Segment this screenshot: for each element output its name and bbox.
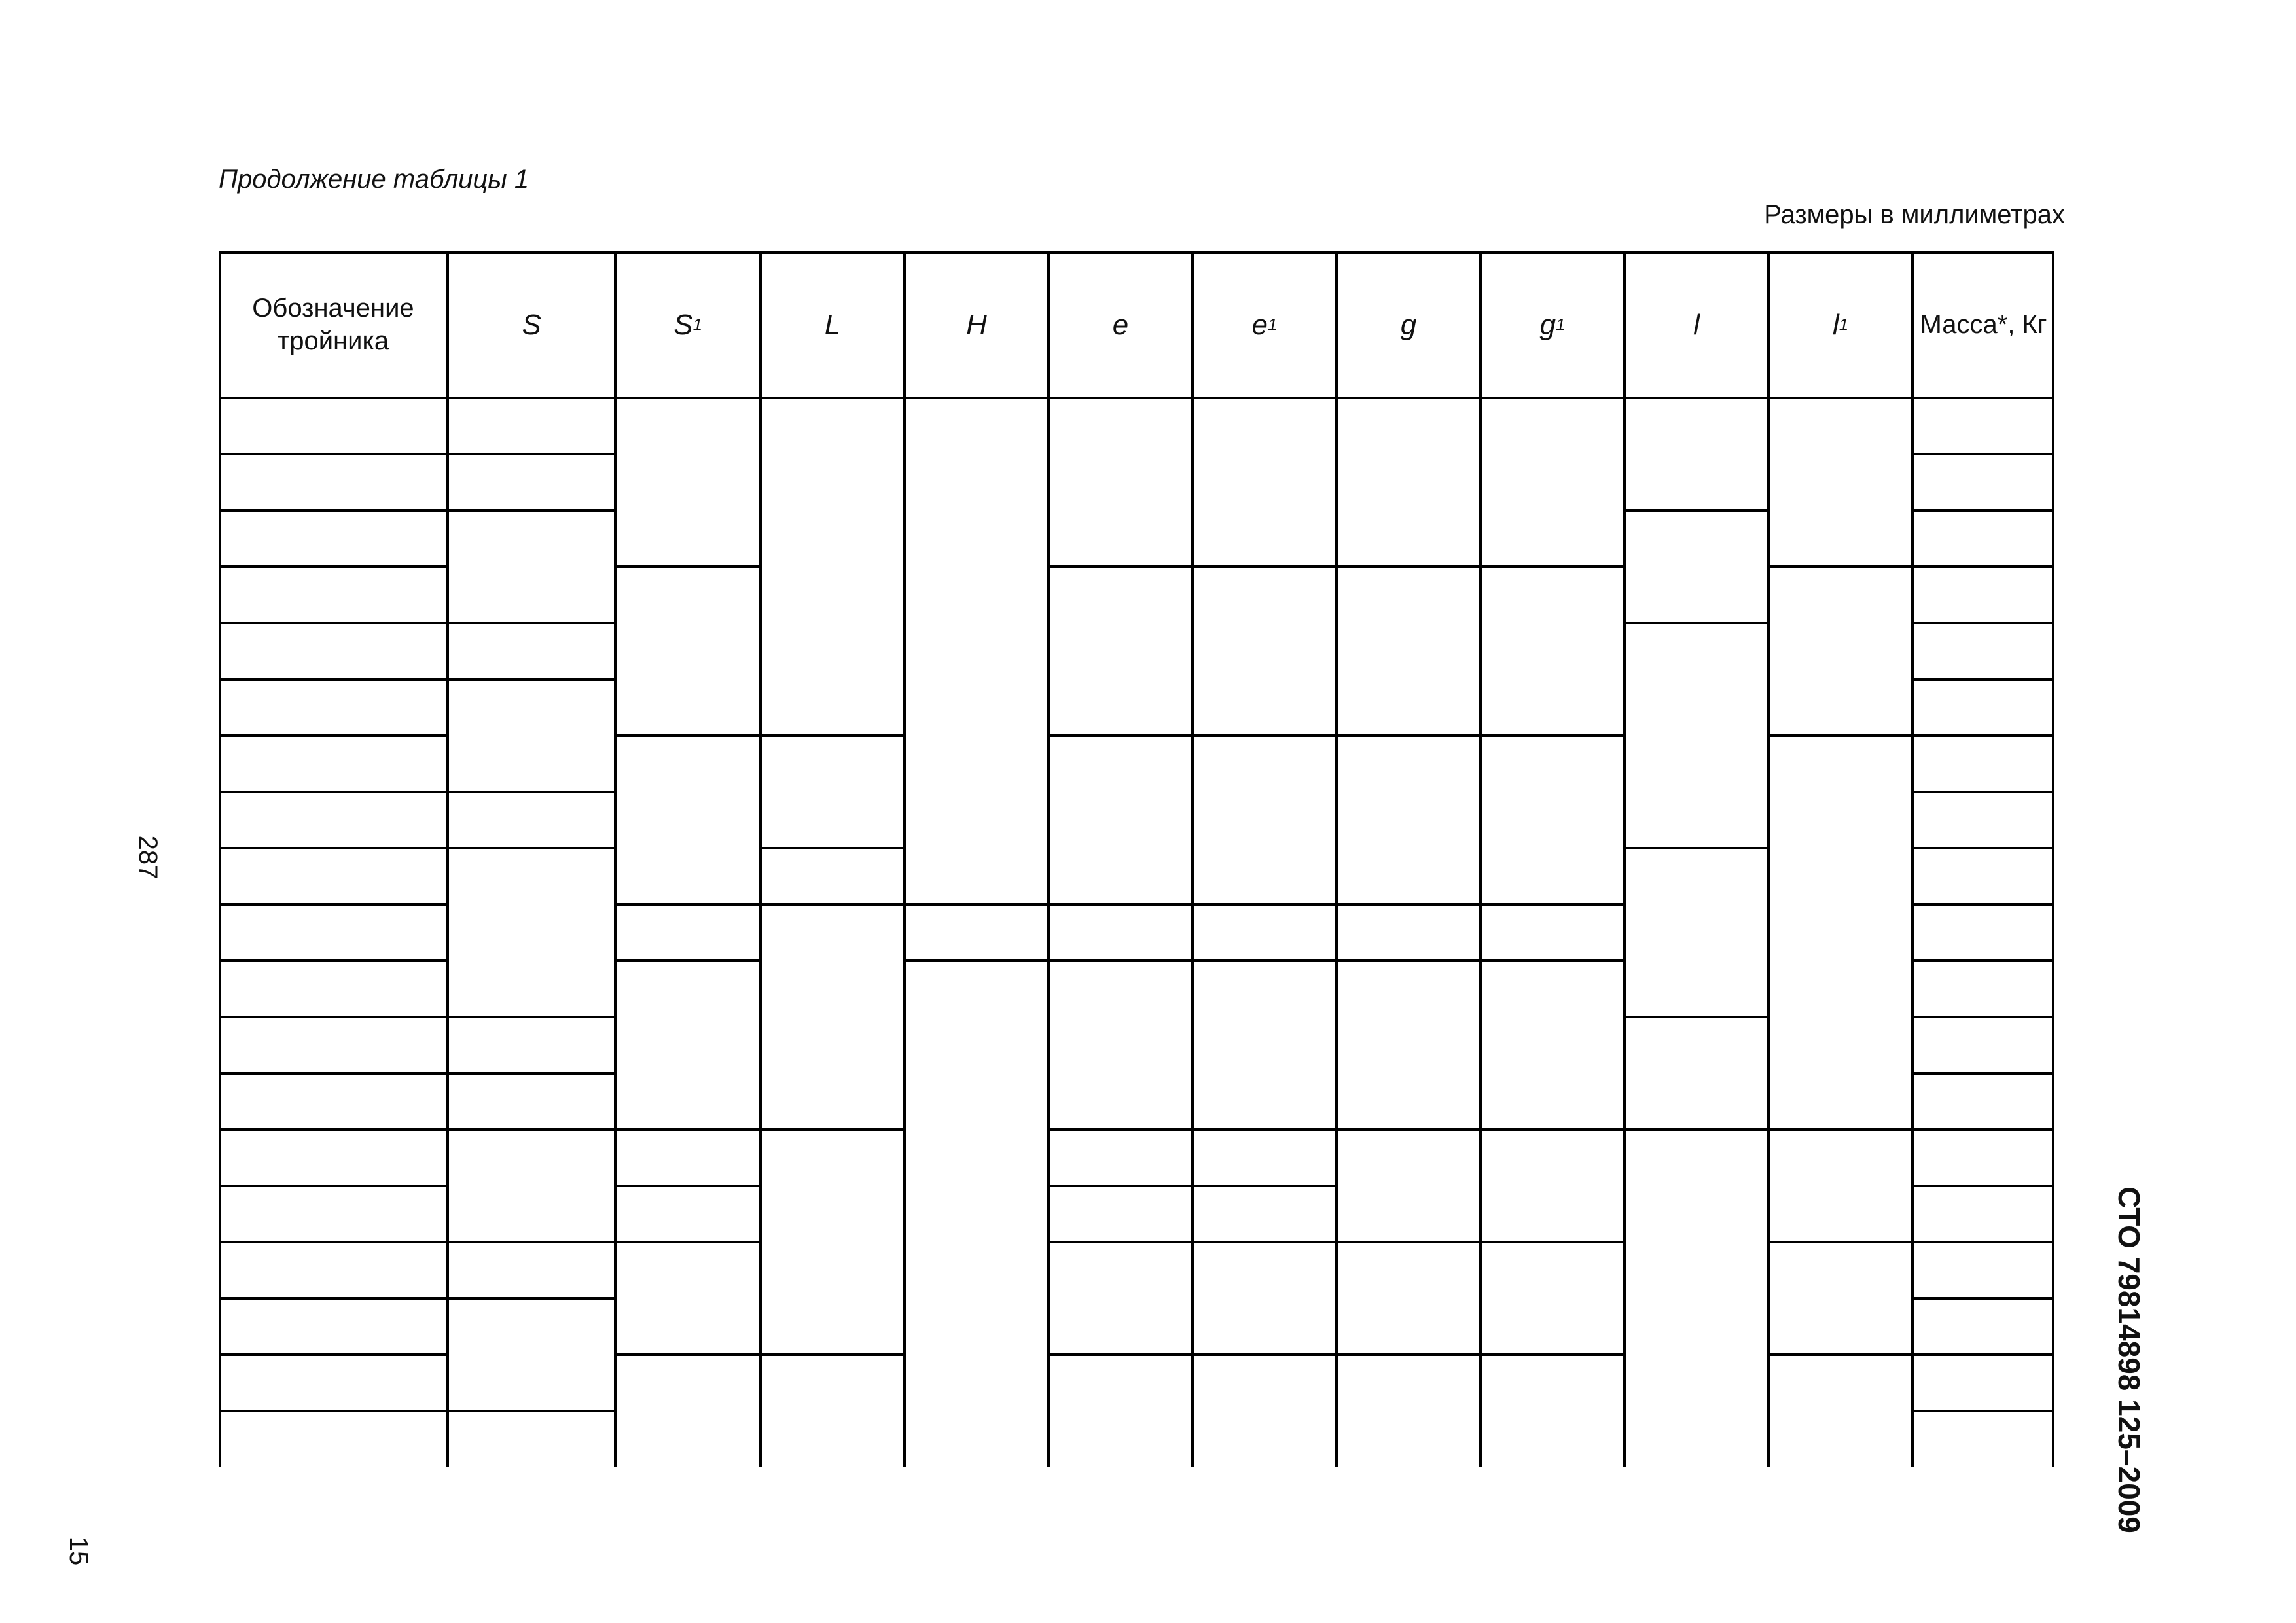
page-number-bottom: 15 bbox=[64, 1536, 94, 1566]
table-cell bbox=[1193, 398, 1336, 567]
table-cell bbox=[1912, 736, 2054, 792]
table-cell bbox=[1912, 1130, 2054, 1186]
header-cell bbox=[615, 251, 761, 398]
table-cell bbox=[448, 398, 615, 454]
table-cell bbox=[615, 904, 761, 961]
table-cell bbox=[1768, 1130, 1912, 1242]
table-cell bbox=[219, 1186, 448, 1242]
header-subscript: 1 bbox=[1556, 314, 1566, 334]
table-cell bbox=[448, 1017, 615, 1073]
table-cell bbox=[1193, 1186, 1336, 1242]
table-cell bbox=[1912, 567, 2054, 623]
units-note: Размеры в миллиметрах bbox=[1764, 200, 2065, 229]
header-label: l bbox=[1832, 308, 1839, 341]
table-cell bbox=[219, 1130, 448, 1186]
table-cell bbox=[1336, 1242, 1480, 1355]
table-cell bbox=[615, 1186, 761, 1242]
header-subscript: 1 bbox=[1839, 314, 1849, 334]
table-cell bbox=[761, 1355, 905, 1467]
table-cell bbox=[1193, 961, 1336, 1130]
header-cell bbox=[761, 251, 905, 398]
table-cell bbox=[1049, 1186, 1193, 1242]
table-cell bbox=[1049, 1355, 1193, 1467]
row-border bbox=[1624, 1128, 1768, 1131]
table-cell bbox=[1336, 1355, 1480, 1467]
table-cell bbox=[1336, 567, 1480, 736]
table-cell bbox=[1336, 904, 1480, 961]
table-cell bbox=[1480, 398, 1624, 567]
table-cell bbox=[615, 1242, 761, 1355]
table-cell bbox=[615, 567, 761, 736]
table-cell bbox=[448, 848, 615, 1017]
table-cell bbox=[1624, 623, 1768, 848]
header-cell bbox=[219, 251, 448, 398]
table-cell bbox=[1912, 904, 2054, 961]
table-cell bbox=[1912, 1186, 2054, 1242]
standard-code: СТО 79814898 125–2009 bbox=[2112, 1186, 2146, 1533]
header-cell bbox=[1336, 251, 1480, 398]
table-cell bbox=[1193, 904, 1336, 961]
table-cell bbox=[1912, 1298, 2054, 1355]
table-cell bbox=[219, 904, 448, 961]
table-cell bbox=[219, 1073, 448, 1130]
table-cell bbox=[1624, 1244, 1768, 1296]
tee-dimensions-table bbox=[219, 251, 2054, 1472]
table-caption: Продолжение таблицы 1 bbox=[219, 165, 529, 194]
table-cell bbox=[219, 1411, 448, 1467]
table-cell bbox=[1049, 904, 1193, 961]
table-cell bbox=[219, 510, 448, 567]
table-cell bbox=[761, 398, 905, 736]
table-cell bbox=[448, 454, 615, 510]
table-cell bbox=[761, 736, 905, 848]
table-cell bbox=[1336, 398, 1480, 567]
header-cell bbox=[1768, 251, 1912, 398]
header-cell bbox=[1912, 251, 2054, 398]
header-cell bbox=[1049, 251, 1193, 398]
table-cell bbox=[219, 1298, 448, 1355]
table-cell bbox=[1768, 567, 1912, 736]
table-top-border bbox=[219, 251, 2054, 254]
table-cell bbox=[1912, 1411, 2054, 1467]
table-cell bbox=[1336, 1130, 1480, 1242]
table-cell bbox=[761, 848, 905, 904]
table-cell bbox=[219, 1017, 448, 1073]
table-cell bbox=[1193, 1355, 1336, 1467]
table-cell bbox=[1912, 679, 2054, 736]
table-cell bbox=[615, 961, 761, 1130]
table-cell bbox=[1912, 792, 2054, 848]
table-cell bbox=[1624, 848, 1768, 1017]
table-cell bbox=[1624, 398, 1768, 510]
row-border bbox=[905, 959, 1049, 962]
table-cell bbox=[761, 1130, 905, 1355]
table-cell bbox=[448, 1298, 615, 1411]
header-label: e bbox=[1112, 308, 1129, 341]
table-cell bbox=[1768, 1355, 1912, 1467]
table-cell bbox=[219, 567, 448, 623]
table-cell bbox=[615, 1130, 761, 1186]
table-cell bbox=[1912, 1242, 2054, 1298]
header-label: H bbox=[966, 308, 987, 341]
table-cell bbox=[1768, 398, 1912, 567]
table-cell bbox=[1912, 510, 2054, 567]
header-cell bbox=[448, 251, 615, 398]
table-cell bbox=[219, 736, 448, 792]
table-cell bbox=[219, 961, 448, 1017]
table-cell bbox=[1049, 736, 1193, 904]
header-label: L bbox=[824, 308, 841, 341]
table-cell bbox=[219, 679, 448, 736]
header-label: g bbox=[1539, 308, 1556, 341]
header-subscript: 1 bbox=[1268, 314, 1278, 334]
header-cell bbox=[1193, 251, 1336, 398]
table-cell bbox=[219, 1242, 448, 1298]
table-cell bbox=[1336, 736, 1480, 904]
table-cell bbox=[1480, 961, 1624, 1130]
table-cell bbox=[1480, 1355, 1624, 1467]
header-label: l bbox=[1693, 308, 1700, 341]
table-cell bbox=[448, 1242, 615, 1298]
header-label: S bbox=[522, 308, 541, 341]
table-cell bbox=[1480, 904, 1624, 961]
table-cell bbox=[1480, 1242, 1624, 1355]
header-cell bbox=[905, 251, 1049, 398]
table-cell bbox=[1049, 1130, 1193, 1186]
header-cell bbox=[1480, 251, 1624, 398]
table-cell bbox=[219, 454, 448, 510]
table-cell bbox=[1912, 623, 2054, 679]
header-label: Обозначение тройника bbox=[252, 294, 414, 355]
table-cell bbox=[1624, 510, 1768, 623]
header-label: Масса*, Кг bbox=[1920, 310, 2047, 339]
table-cell bbox=[219, 623, 448, 679]
table-cell bbox=[1049, 398, 1193, 567]
header-cell bbox=[1624, 251, 1768, 398]
table-cell bbox=[448, 679, 615, 792]
table-cell bbox=[219, 398, 448, 454]
table-cell bbox=[1912, 1073, 2054, 1130]
table-cell bbox=[1480, 1130, 1624, 1242]
table-cell bbox=[1912, 961, 2054, 1017]
table-cell bbox=[1912, 1355, 2054, 1411]
table-cell bbox=[219, 1355, 448, 1411]
table-cell bbox=[1480, 736, 1624, 904]
table-cell bbox=[1049, 1242, 1193, 1355]
table-cell bbox=[219, 848, 448, 904]
table-cell bbox=[1624, 1017, 1768, 1130]
table-cell bbox=[1768, 1242, 1912, 1355]
table-cell bbox=[448, 1411, 615, 1467]
table-cell bbox=[1912, 848, 2054, 904]
table-cell bbox=[615, 1355, 761, 1467]
table-cell bbox=[905, 398, 1049, 904]
header-subscript: 1 bbox=[692, 314, 702, 334]
table-cell bbox=[1193, 567, 1336, 736]
table-cell bbox=[1193, 1242, 1336, 1355]
table-cell bbox=[1480, 567, 1624, 736]
table-cell bbox=[448, 510, 615, 623]
table-cell bbox=[761, 904, 905, 1130]
table-cell bbox=[448, 623, 615, 679]
table-cell bbox=[905, 1444, 1049, 1496]
table-cell bbox=[905, 904, 1049, 961]
table-cell bbox=[448, 1130, 615, 1242]
table-cell bbox=[448, 792, 615, 848]
table-cell bbox=[448, 1073, 615, 1130]
table-cell bbox=[1336, 961, 1480, 1130]
table-cell bbox=[1768, 736, 1912, 1130]
table-cell bbox=[1912, 398, 2054, 454]
table-cell bbox=[219, 792, 448, 848]
table-cell bbox=[615, 398, 761, 567]
header-label: g bbox=[1400, 308, 1417, 341]
header-label: S bbox=[673, 308, 693, 341]
table-cell bbox=[1049, 567, 1193, 736]
table-cell bbox=[1193, 736, 1336, 904]
header-label: e bbox=[1251, 308, 1268, 341]
table-cell bbox=[1912, 1017, 2054, 1073]
table-cell bbox=[1049, 961, 1193, 1130]
table-cell bbox=[1912, 454, 2054, 510]
table-cell bbox=[1193, 1130, 1336, 1186]
table-cell bbox=[615, 736, 761, 904]
page-number-left: 287 bbox=[134, 835, 163, 880]
